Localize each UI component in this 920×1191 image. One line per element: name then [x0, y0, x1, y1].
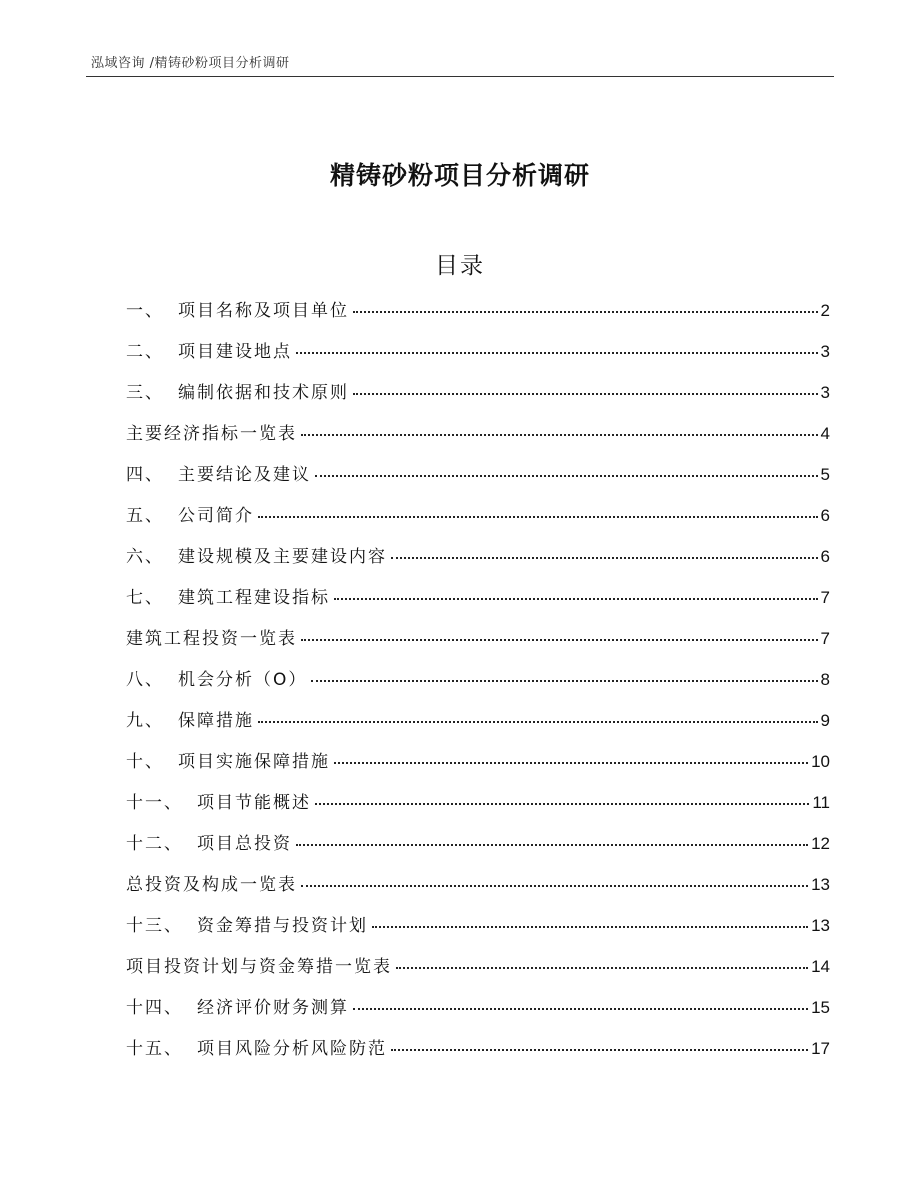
header-divider: [86, 76, 834, 77]
toc-entry-label: [126, 378, 349, 403]
toc-entry-label: [126, 665, 307, 690]
toc-entry[interactable]: [126, 1034, 830, 1075]
toc-entry-label: [126, 706, 254, 731]
table-of-contents: [126, 296, 830, 1075]
toc-page-number: 3: [820, 383, 830, 402]
toc-entry[interactable]: [126, 952, 830, 993]
toc-leader-dots: [391, 1049, 808, 1051]
toc-entry-label: [126, 870, 297, 895]
toc-entry[interactable]: [126, 624, 830, 665]
toc-entry-number: 十五、: [126, 1039, 183, 1059]
toc-entry-title: 经济评价财务测算: [197, 998, 349, 1018]
toc-leader-dots: [396, 967, 808, 969]
toc-entry[interactable]: [126, 337, 830, 378]
toc-entry[interactable]: [126, 706, 830, 747]
toc-page-number: 12: [811, 834, 830, 853]
toc-entry[interactable]: [126, 911, 830, 952]
toc-entry-label: [126, 542, 387, 567]
toc-entry-title: 项目实施保障措施: [178, 752, 330, 772]
toc-entry[interactable]: [126, 378, 830, 419]
toc-page-number: 6: [820, 547, 830, 566]
toc-entry-label: [126, 911, 368, 936]
toc-leader-dots: [301, 885, 808, 887]
toc-entry-number: 十四、: [126, 998, 183, 1018]
toc-entry-label: [126, 337, 292, 362]
toc-leader-dots: [353, 311, 818, 313]
toc-entry-number: 十、: [126, 752, 164, 772]
toc-entry[interactable]: [126, 788, 830, 829]
toc-entry[interactable]: [126, 542, 830, 583]
toc-entry-title: 项目总投资: [197, 834, 292, 854]
toc-leader-dots: [301, 434, 818, 436]
toc-entry-number: 一、: [126, 301, 164, 321]
toc-entry-title: 项目建设地点: [178, 342, 292, 362]
toc-entry-number: 二、: [126, 342, 164, 362]
toc-entry-label: [126, 460, 311, 485]
toc-entry-number: 三、: [126, 383, 164, 403]
toc-leader-dots: [301, 639, 818, 641]
toc-entry[interactable]: [126, 501, 830, 542]
toc-entry-label: [126, 747, 330, 772]
toc-entry[interactable]: [126, 583, 830, 624]
toc-entry-title: 项目投资计划与资金筹措一览表: [126, 957, 392, 977]
toc-page-number: 13: [811, 916, 830, 935]
toc-page-number: 13: [811, 875, 830, 894]
toc-entry-number: 五、: [126, 506, 164, 526]
toc-entry-number: 十二、: [126, 834, 183, 854]
toc-entry-label: [126, 788, 311, 813]
toc-leader-dots: [334, 762, 808, 764]
toc-entry-number: 四、: [126, 465, 164, 485]
toc-entry-label: [126, 952, 392, 977]
toc-page-number: 9: [820, 711, 830, 730]
running-header: 泓域咨询 /精铸砂粉项目分析调研: [91, 56, 290, 71]
toc-entry-label: [126, 296, 349, 321]
toc-page-number: 17: [811, 1039, 830, 1058]
toc-page-number: 5: [820, 465, 830, 484]
toc-entry[interactable]: [126, 747, 830, 788]
toc-entry-label: [126, 993, 349, 1018]
toc-entry-title: 总投资及构成一览表: [126, 875, 297, 895]
toc-page-number: 4: [820, 424, 830, 443]
toc-entry[interactable]: [126, 993, 830, 1034]
toc-entry-title: 项目风险分析风险防范: [197, 1039, 387, 1059]
toc-leader-dots: [315, 475, 818, 477]
toc-page-number: 3: [820, 342, 830, 361]
toc-page-number: 7: [820, 629, 830, 648]
toc-entry-number: 八、: [126, 670, 164, 690]
toc-entry-title: 项目节能概述: [197, 793, 311, 813]
toc-entry-title: 主要经济指标一览表: [126, 424, 297, 444]
toc-leader-dots: [315, 803, 809, 805]
toc-entry-title: 建设规模及主要建设内容: [178, 547, 387, 567]
toc-leader-dots: [372, 926, 808, 928]
toc-entry-title: 编制依据和技术原则: [178, 383, 349, 403]
toc-entry-label: [126, 624, 297, 649]
toc-leader-dots: [353, 1008, 808, 1010]
toc-entry-title: 公司简介: [178, 506, 254, 526]
toc-entry-title: 资金筹措与投资计划: [197, 916, 368, 936]
toc-page-number: 8: [820, 670, 830, 689]
toc-entry-title: 机会分析（O）: [178, 670, 308, 690]
toc-entry-number: 十三、: [126, 916, 183, 936]
toc-leader-dots: [258, 516, 818, 518]
toc-heading: 目录: [435, 253, 485, 279]
toc-entry-label: [126, 583, 330, 608]
toc-entry-title: 建筑工程建设指标: [178, 588, 330, 608]
toc-entry-label: [126, 419, 297, 444]
toc-page-number: 6: [820, 506, 830, 525]
toc-entry[interactable]: [126, 829, 830, 870]
toc-page-number: 11: [812, 793, 830, 812]
toc-leader-dots: [391, 557, 818, 559]
toc-leader-dots: [334, 598, 818, 600]
toc-page-number: 7: [820, 588, 830, 607]
toc-entry[interactable]: [126, 870, 830, 911]
toc-leader-dots: [296, 352, 818, 354]
toc-entry-title: 项目名称及项目单位: [178, 301, 349, 321]
toc-leader-dots: [258, 721, 818, 723]
toc-entry[interactable]: [126, 460, 830, 501]
toc-entry-number: 六、: [126, 547, 164, 567]
toc-entry-title: 主要结论及建议: [178, 465, 311, 485]
toc-entry-title: 建筑工程投资一览表: [126, 629, 297, 649]
toc-entry-number: 七、: [126, 588, 164, 608]
document-title: 精铸砂粉项目分析调研: [329, 161, 590, 190]
toc-entry[interactable]: [126, 419, 830, 460]
toc-entry-label: [126, 829, 292, 854]
toc-leader-dots: [296, 844, 808, 846]
toc-page-number: 14: [811, 957, 830, 976]
toc-page-number: 10: [811, 752, 830, 771]
toc-entry-label: [126, 501, 254, 526]
toc-entry-number: 九、: [126, 711, 164, 731]
toc-page-number: 2: [820, 301, 830, 320]
toc-page-number: 15: [811, 998, 830, 1017]
toc-leader-dots: [353, 393, 818, 395]
toc-entry[interactable]: [126, 296, 830, 337]
toc-entry-number: 十一、: [126, 793, 183, 813]
toc-entry-title: 保障措施: [178, 711, 254, 731]
toc-leader-dots: [311, 680, 817, 682]
toc-entry-label: [126, 1034, 387, 1059]
toc-entry[interactable]: [126, 665, 830, 706]
